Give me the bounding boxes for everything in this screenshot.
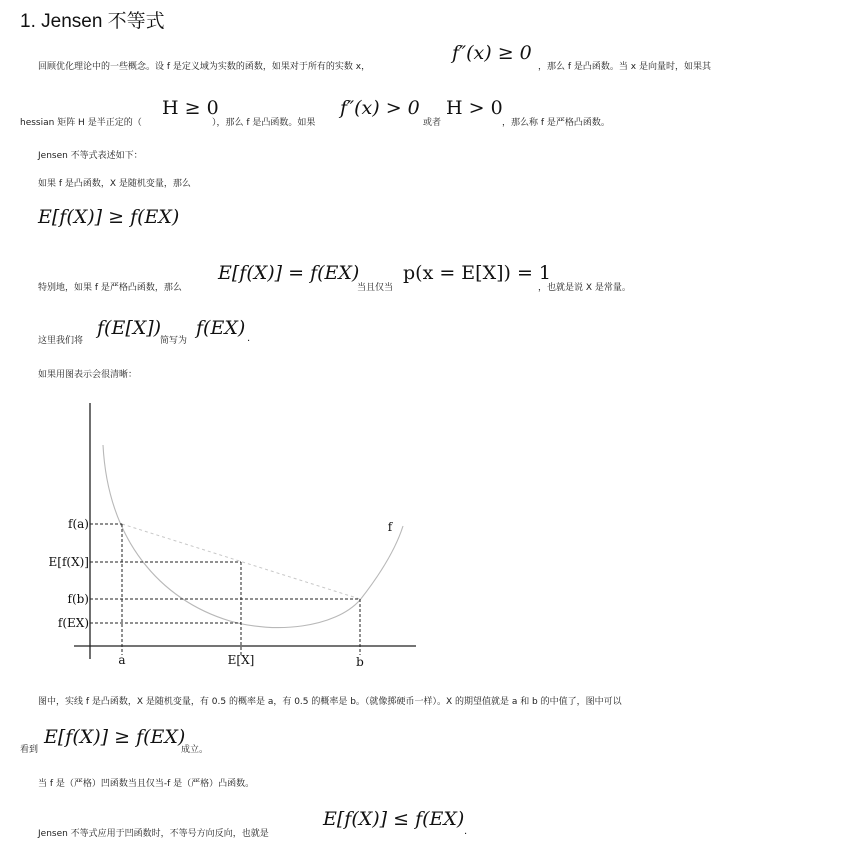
formula-hessian-pd: H > 0 [446,97,503,119]
para-concave-jensen-1: Jensen 不等式应用于凹函数时，不等号方向反向，也就是 [38,829,269,839]
formula-hessian-psd: H ≥ 0 [162,97,219,119]
formula-second-derivative-pos: f″(x) > 0 [340,97,420,119]
para-abbrev-2: 简写为 [160,336,188,346]
label-ex: E[X] [227,653,255,667]
formula-jensen-inequality-2: E[f(X)] ≥ f(EX) [44,726,186,748]
formula-f-ex: f(EX) [196,317,246,339]
formula-second-derivative-nonneg: f″(x) ≥ 0 [452,42,532,64]
label-b: b [356,655,364,669]
convex-curve-f [103,445,403,628]
para-strict-3: ，也就是说 X 是常量。 [538,283,631,293]
para-hessian-4: ，那么称 f 是严格凸函数。 [502,118,610,128]
para-figure-explanation-1: 图中，实线 f 是凸函数，X 是随机变量，有 0.5 的概率是 a，有 0.5 的概率是 b。（就像掷硬币一样）。X 的期望值就是 a 和 b 的中值了，图中可以 [38,697,622,707]
label-f: f [387,520,393,534]
formula-concave-jensen: E[f(X)] ≤ f(EX) [323,808,465,830]
para-figure-intro: 如果用图表示会很清晰： [38,370,138,380]
label-fex: f(EX) [57,616,89,630]
para-convex-intro-2: ，那么 f 是凸函数。当 x 是向量时，如果其 [538,62,711,72]
para-hessian-1: hessian 矩阵 H 是半正定的（ [20,118,142,128]
para-convex-intro-1: 回顾优化理论中的一些概念。设 f 是定义域为实数的函数，如果对于所有的实数 x， [38,62,371,72]
para-figure-explanation-2: 看到 [20,745,39,755]
formula-f-of-expectation: f(E[X]) [97,317,162,339]
label-fa: f(a) [68,517,89,531]
para-strict-1: 特别地，如果 f 是严格凸函数，那么 [38,283,182,293]
formula-jensen-inequality: E[f(X)] ≥ f(EX) [38,206,180,228]
para-abbrev-3: . [247,333,251,344]
para-abbrev-1: 这里我们将 [38,336,84,346]
para-condition: 如果 f 是凸函数，X 是随机变量，那么 [38,179,191,189]
para-figure-explanation-3: 成立。 [181,745,209,755]
para-concave-jensen-2: . [464,826,468,837]
label-fb: f(b) [67,592,89,606]
formula-jensen-equality: E[f(X)] = f(EX) [218,262,360,284]
label-efx: E[f(X)] [48,555,89,569]
para-hessian-3: 或者 [423,118,442,128]
para-strict-2: 当且仅当 [357,283,394,293]
label-a: a [118,653,126,667]
para-hessian-2: ），那么 f 是凸函数。如果 [212,118,316,128]
para-statement: Jensen 不等式表述如下： [38,151,143,161]
para-concave-definition: 当 f 是（严格）凹函数当且仅当-f 是（严格）凸函数。 [38,779,255,789]
page-title: 1. Jensen 不等式 [20,11,165,32]
formula-probability-one: p(x = E[X]) = 1 [403,262,552,284]
